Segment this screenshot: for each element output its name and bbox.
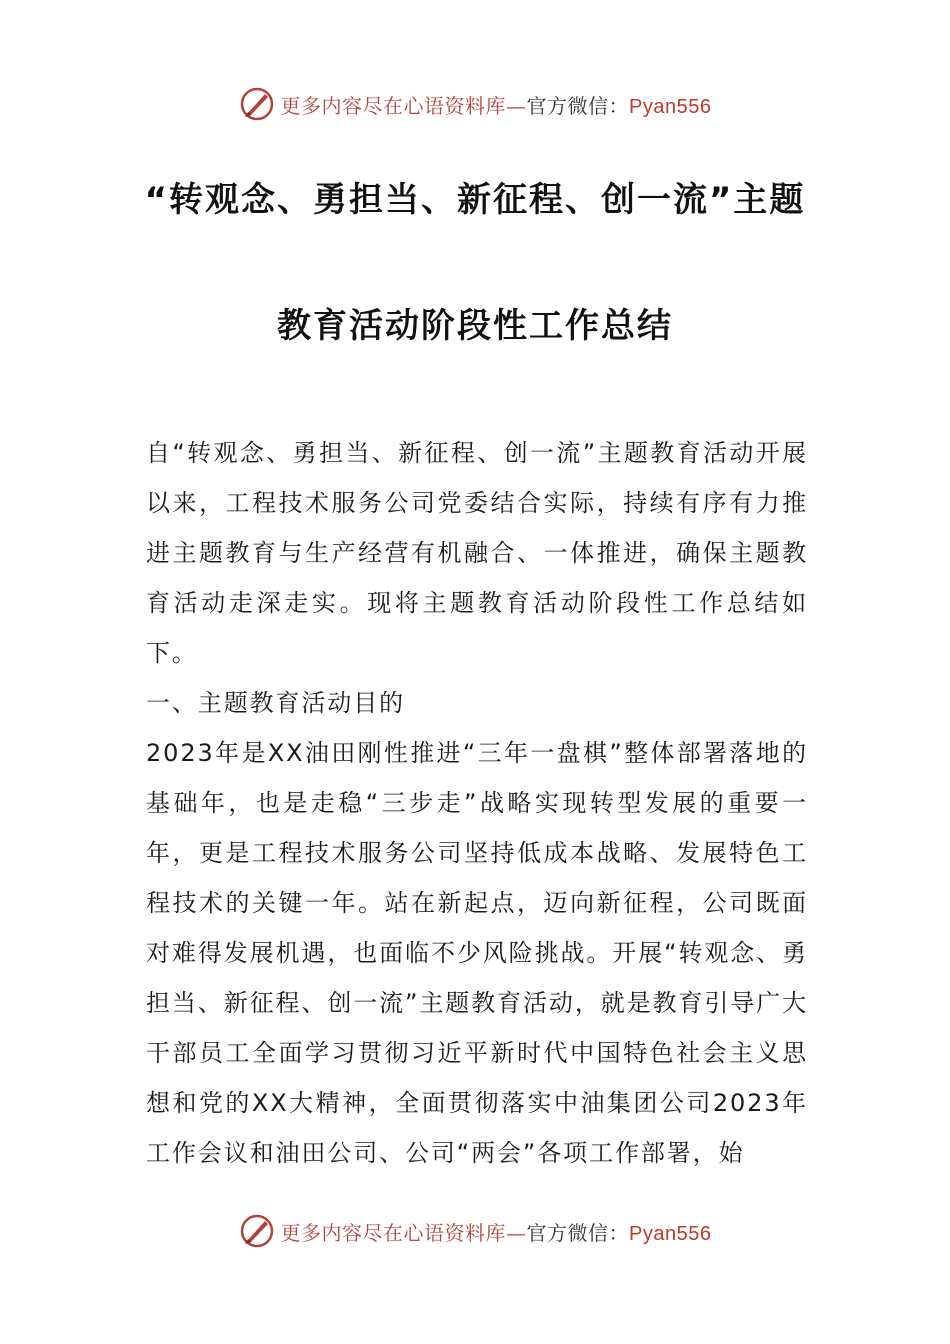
section-heading: 一、主题教育活动目的 xyxy=(146,689,405,717)
banner-wechat-label: 官方微信： xyxy=(526,1220,630,1245)
banner-slogan: 更多内容尽在心语资料库 xyxy=(280,93,507,118)
banner-dash: — xyxy=(506,93,527,118)
document-body xyxy=(146,428,808,1178)
banner-label xyxy=(281,1217,712,1246)
paragraph-purpose: 2023年是XX油田刚性推进“三年一盘棋”整体部署落地的基础年，也是走稳“三步走”战略实现转型发展的重要一年，更是工程技术服务公司坚持低成本战略、发展特色工程技术的关键一年。站在新起点，迈向新征程，公司既面对难得发展机遇，也面临不少风险挑战。开展“转观念、勇担当、新征程、创一流”主题教育活动，就是教育引导广大干部员工全面学习贯彻习近平新时代中国特色社会主义思想和党的XX大精神，全面贯彻落实中油集团公司2023年工作会议和油田公司、公司“两会”各项工作部署，始 xyxy=(146,739,808,1167)
pen-logo-icon xyxy=(239,1213,275,1249)
document-title-line2: 教育活动阶段性工作总结 xyxy=(277,306,673,346)
banner-dash: — xyxy=(506,1220,527,1245)
header-banner xyxy=(0,82,950,126)
document-title-line1: “转观念、勇担当、新征程、创一流”主题 xyxy=(144,180,806,220)
paragraph-intro: 自“转观念、勇担当、新征程、创一流”主题教育活动开展以来，工程技术服务公司党委结合实际，持续有序有力推进主题教育与生产经营有机融合、一体推进，确保主题教育活动走深走实。现将主题教育活动阶段性工作总结如下。 xyxy=(146,439,808,667)
banner-wechat-id: Pyan556 xyxy=(629,95,712,118)
banner-wechat-id: Pyan556 xyxy=(629,1222,712,1245)
banner-wechat-label: 官方微信： xyxy=(526,93,630,118)
banner-slogan: 更多内容尽在心语资料库 xyxy=(280,1220,507,1245)
pen-logo-icon xyxy=(239,86,275,122)
footer-banner xyxy=(0,1209,950,1253)
banner-label xyxy=(281,90,712,119)
